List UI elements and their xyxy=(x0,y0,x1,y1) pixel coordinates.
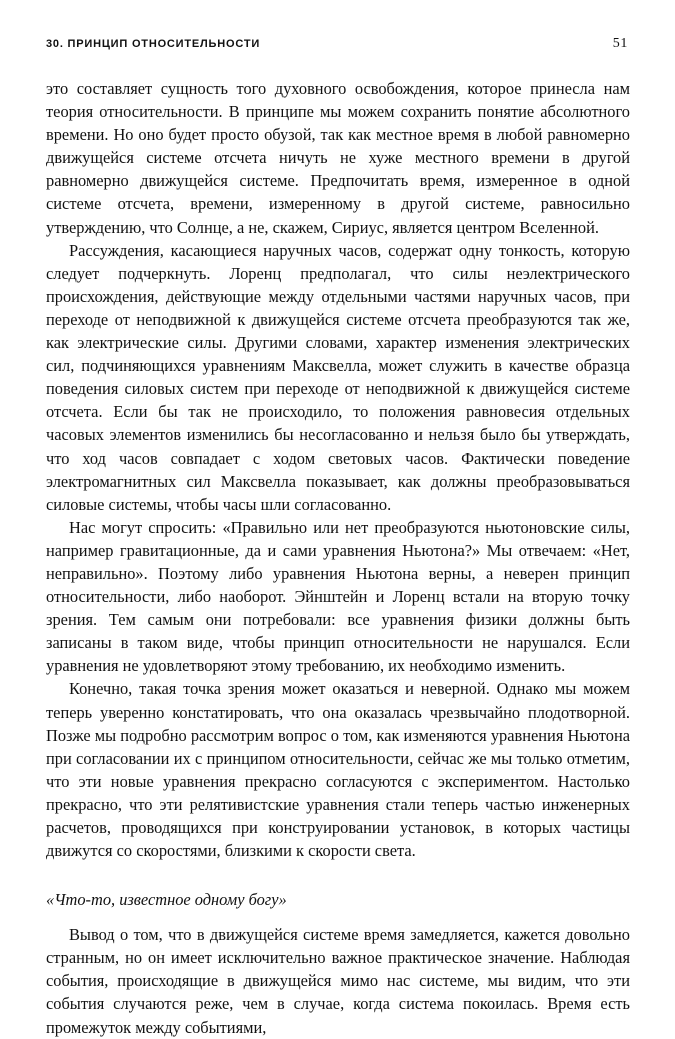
paragraph-4: Конечно, такая точка зрения может оказаться и неверной. Однако мы можем теперь уверенно констатировать, что она оказалась чрезвычайно плодотворной. Позже мы подробно рассмотрим вопрос о том, как изменяются уравнения Ньютона при согласовании их с принципом относительности, сейчас же мы только отметим, что эти новые уравнения прекрасно согласуются с экспериментом. Настолько прекрасно, что эти релятивистские уравнения стали теперь частью инженерных расчетов, проводящихся при конструировании установок, в которых частицы движутся со скоростями, близкими к скорости света. xyxy=(46,679,630,861)
section-title: 30. ПРИНЦИП ОТНОСИТЕЛЬНОСТИ xyxy=(46,38,261,50)
subheading: «Что-то, известное одному богу» xyxy=(46,890,287,910)
running-header xyxy=(46,36,630,58)
page-number: 51 xyxy=(612,36,628,51)
paragraph-3: Нас могут спросить: «Правильно или нет преобразуются ньютоновские силы, например гравитационные, да и сами уравнения Ньютона?» Мы отвечаем: «Нет, неправильно». Поэтому либо уравнения Ньютона верны, а неверен принцип относительности, либо наоборот. Эйнштейн и Лоренц встали на вторую точку зрения. Тем самым они потребовали: все уравнения физики должны быть записаны в таком виде, чтобы принцип относительности не нарушался. Если уравнения не удовлетворяют этому требованию, их необходимо изменить. xyxy=(46,517,630,676)
book-page xyxy=(46,36,630,1039)
paragraph-5: Вывод о том, что в движущейся системе время замедляется, кажется довольно странным, но он имеет исключительно важное практическое значение. Наблюдая события, происходящие в движущейся мимо нас системе, мы видим, что эти события случаются реже, чем в случае, когда система покоилась. Время есть промежуток между событиями, xyxy=(46,925,630,1037)
paragraph-1: это составляет сущность того духовного освобождения, которое принесла нам теория относительности. В принципе мы можем сохранить понятие абсолютного времени. Но оно будет просто обузой, так как местное время в любой равномерно движущейся системе отсчета ничуть не хуже местного времени в другой равномерно движущейся системе. Предпочитать время, измеренное в одной системе отсчета, времени, измеренному в другой системе, равносильно утверждению, что Солнце, а не, скажем, Сириус, является центром Вселенной. xyxy=(46,79,630,237)
body-text xyxy=(46,77,630,1039)
paragraph-2: Рассуждения, касающиеся наручных часов, содержат одну тонкость, которую следует подчеркнуть. Лоренц предполагал, что силы неэлектрического происхождения, действующие между отдельными частями наручных часов, при переходе от неподвижной к движущейся системе отсчета преобразуются так же, как электрические силы. Другими словами, характер изменения электрических сил, подчиняющихся уравнениям Максвелла, может служить в качестве образца поведения силовых систем при переходе от неподвижной к движущейся системе отсчета. Если бы так не происходило, то положения равновесия отдельных часовых элементов изменились бы несогласованно и нельзя было бы утверждать, что ход часов совпадает с ходом световых часов. Фактически поведение электромагнитных сил Максвелла показывает, как должны преобразовываться силовые системы, чтобы часы шли согласованно. xyxy=(46,240,630,514)
